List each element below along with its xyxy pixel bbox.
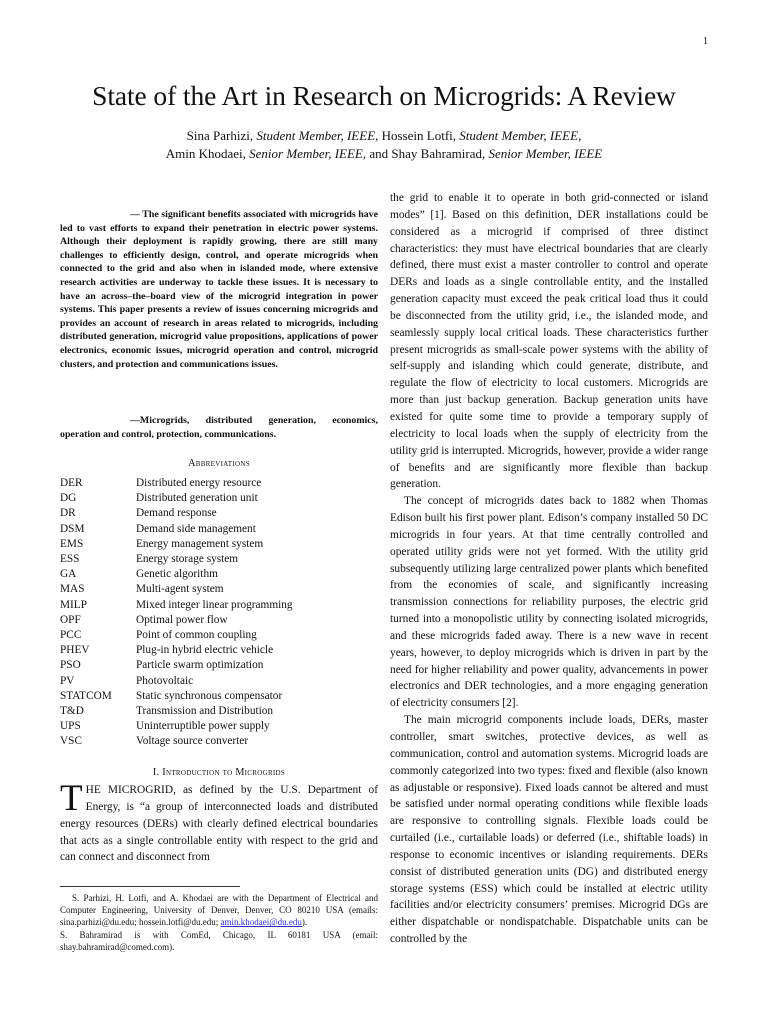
abbreviation-term: PCC xyxy=(60,629,82,642)
abbreviation-definition: Optimal power flow xyxy=(136,613,228,626)
abbreviation-definition: Mixed integer linear programming xyxy=(136,598,293,611)
abbreviation-term: GA xyxy=(60,568,77,581)
author-line-1: Sina Parhizi, Student Member, IEEE, Hossein Lotfi, Student Member, IEEE, xyxy=(186,128,582,143)
abbreviation-term: OPF xyxy=(60,613,81,626)
abbreviation-row xyxy=(60,628,378,643)
abbreviation-definition: Distributed energy resource xyxy=(136,477,262,489)
paragraph-3: The main microgrid components include loads, DERs, master controller, smart switches, protective devices, as well as communication, control and automation systems. Microgrid loads are commonly categorized into two types: fixed and flexible (also known as adjustable or responsive). Fixed loads cannot be altered and must be satisfied under normal operating conditions while flexible loads are responsive to controlling signals. Flexible loads could be curtailed (i.e., curtailable loads) or deferred (i.e., shiftable loads) in response to economic incentives or islanding requirements. DERs consist of distributed generation units (DG) and distributed energy storage systems (ESS) which could be installed at electric utility facilities and/or electricity consumers’ premises. Microgrid DGs are either dispatchable or nondispatchable. Dispatchable units can be controlled by the xyxy=(390,714,708,946)
abbreviation-row xyxy=(60,598,378,613)
abbreviation-definition: Point of common coupling xyxy=(136,629,257,642)
abbreviation-row xyxy=(60,658,378,673)
paragraph-1: the grid to enable it to operate in both grid-connected or island modes” [1]. Based on this definition, DER installations could be considered as a microgrid if comprised of three distinct characteristics: they must have electrical boundaries that are clearly defined, there must exist a master controller to control and operate DERs and loads as a single controllable entity, and the installed generation capacity must exceed the peak critical load thus it could be disconnected from the utility grid, i.e., the islanded mode, and seamlessly supply local critical loads. These characteristics further present microgrids as small-scale power systems with the ability of self-supply and islanding which could generate, distribute, and regulate the flow of electricity to local customers. Microgrids are more than just backup generation. Backup generation units have existed for quite some time to provide a temporary supply of electricity to local loads when the supply of electricity from the utility grid is interrupted. Microgrids, however, provide a wider range of benefits and are significantly more flexible than backup generation. xyxy=(390,192,708,491)
abbreviation-definition: Uninterruptible power supply xyxy=(136,720,270,733)
abbreviation-row xyxy=(60,734,378,749)
index-terms: —Microgrids, distributed generation, economics, operation and control, protection, communications. xyxy=(60,415,378,440)
abbreviation-term: T&D xyxy=(60,705,84,718)
abbreviation-row xyxy=(60,567,378,582)
abbreviation-row xyxy=(60,522,378,537)
abbreviation-row xyxy=(60,613,378,628)
abbreviation-definition: Voltage source converter xyxy=(136,735,249,748)
abbreviation-term: DR xyxy=(60,507,76,520)
drop-cap: T xyxy=(60,778,83,819)
abbreviation-row xyxy=(60,491,378,506)
abbreviation-term: MILP xyxy=(60,598,87,611)
abbreviation-row xyxy=(60,537,378,552)
abbreviations-heading: Abbreviations xyxy=(188,458,250,469)
intro-paragraph: THE MICROGRID, as defined by the U.S. Department of Energy, is “a group of interconnected loads and distributed energy resources (DERs) with clearly defined electrical boundaries that acts as a single controllable entity with respect to the grid and can connect and disconnect from xyxy=(60,778,378,864)
abbreviation-row xyxy=(60,476,378,491)
abbreviation-definition: Distributed generation unit xyxy=(136,492,258,505)
abbreviation-definition: Demand side management xyxy=(136,522,256,535)
abbreviation-term: DSM xyxy=(60,522,85,535)
abbreviation-row xyxy=(60,689,378,704)
abbreviation-term: EMS xyxy=(60,537,84,550)
footnote-rule xyxy=(60,886,240,887)
section-heading-intro: I. Introduction to Microgrids xyxy=(152,767,286,778)
abbreviation-term: UPS xyxy=(60,720,81,733)
abbreviations-table xyxy=(60,476,378,750)
abbreviation-row xyxy=(60,704,378,719)
footnote: S. Parhizi, H. Lotfi, and A. Khodaei are with the Department of Electrical and Computer Engineering, University of Denver, Denver, CO 80210 USA (emails: sina.parhizi@du.edu; hossein.lotfi@du.edu; amin.khodaei@du.edu). S. Bahramirad is with ComEd, Chicago, IL 60181 USA (email: shay.bahramirad@comed.com). xyxy=(60,893,378,952)
right-column-text xyxy=(390,190,708,948)
abbreviation-row xyxy=(60,552,378,567)
author-line-2: Amin Khodaei, Senior Member, IEEE, and Shay Bahramirad, Senior Member, IEEE xyxy=(165,146,603,161)
abbreviation-definition: Demand response xyxy=(136,507,217,520)
abbreviation-definition: Photovoltaic xyxy=(136,674,194,687)
abbreviation-definition: Energy storage system xyxy=(136,553,239,566)
paragraph-2: The concept of microgrids dates back to 1882 when Thomas Edison built his first power plant. Edison’s company installed 50 DC microgrids in four years. At that time centrally controlled and operated utility grids were not yet formed. With the utility grid subsequently utilizing large centralized power plants which benefited from the economies of scale, and significantly increasing transmission connections for reliability purposes, the electric grid turned into a monopolistic utility by connecting isolated microgrids, and these microgrids faded away. There is a new wave in recent years, however, to deploy microgrids which is driven in part by the need for higher reliability and power quality, advancements in power electronics and DER technologies, and a more engaging generation of electricity consumers [2]. xyxy=(390,495,708,710)
author-list xyxy=(0,127,768,163)
abbreviation-definition: Energy management system xyxy=(136,537,264,550)
abbreviation-definition: Static synchronous compensator xyxy=(136,689,283,702)
abbreviation-term: PV xyxy=(60,674,75,687)
abbreviation-definition: Plug-in hybrid electric vehicle xyxy=(136,644,274,657)
abbreviation-definition: Transmission and Distribution xyxy=(136,705,274,718)
email-link[interactable]: amin.khodaei@du.edu xyxy=(220,917,302,928)
abbreviation-row xyxy=(60,582,378,597)
abbreviation-definition: Particle swarm optimization xyxy=(136,659,264,672)
abbreviation-term: PHEV xyxy=(60,644,90,657)
abbreviation-row xyxy=(60,719,378,734)
abbreviation-term: DER xyxy=(60,477,83,489)
abbreviation-term: ESS xyxy=(60,553,80,566)
abbreviation-term: VSC xyxy=(60,735,82,748)
abbreviation-term: DG xyxy=(60,492,77,505)
abbreviation-definition: Genetic algorithm xyxy=(136,568,218,581)
page-number: 1 xyxy=(703,36,708,47)
abbreviation-term: STATCOM xyxy=(60,689,112,702)
abbreviation-term: PSO xyxy=(60,659,81,672)
abbreviation-row xyxy=(60,643,378,658)
abbreviation-term: MAS xyxy=(60,583,85,596)
paper-title: State of the Art in Research on Microgrids: A Review xyxy=(92,80,676,111)
abstract: — The significant benefits associated with microgrids have led to vast efforts to expand their penetration in electric power systems. Although their deployment is rapidly growing, there are still many challenges to efficiently design, control, and operate microgrids when connected to the grid and also when in islanded mode, where extensive research activities are underway to tackle these issues. It is necessary to have an across–the–board view of the microgrid integration in power systems. This paper presents a review of issues concerning microgrids and provides an account of research in areas related to microgrids, including distributed generation, microgrid value propositions, applications of power electronics, economic issues, microgrid operation and control, microgrid clusters, and protection and communications issues. xyxy=(60,209,378,370)
abbreviation-definition: Multi-agent system xyxy=(136,583,224,596)
abbreviation-row xyxy=(60,506,378,521)
abbreviation-row xyxy=(60,674,378,689)
